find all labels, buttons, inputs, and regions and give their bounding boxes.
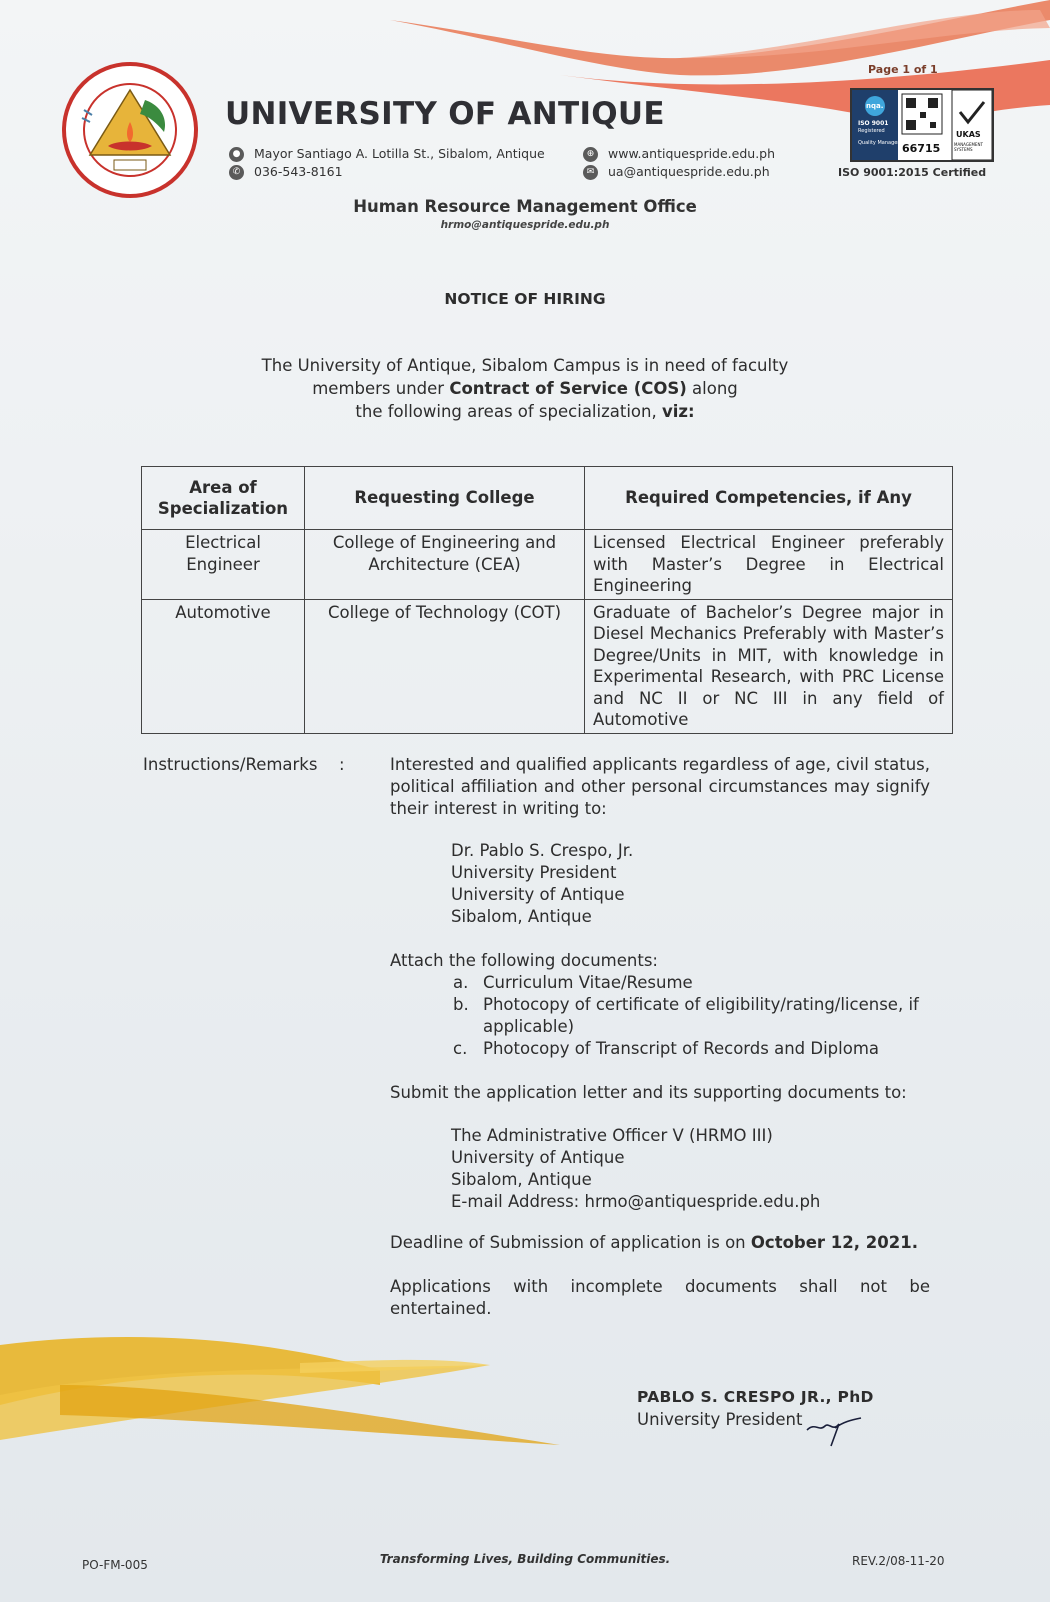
instructions-colon: : xyxy=(339,755,345,774)
cell-area: Electrical Engineer xyxy=(142,530,305,600)
addressee-line: Dr. Pablo S. Crespo, Jr. xyxy=(451,841,634,860)
submit-to-line: Sibalom, Antique xyxy=(451,1170,592,1189)
cell-college: College of Engineering and Architecture (CEA) xyxy=(305,530,585,600)
signatory-name: PABLO S. CRESPO JR., PhD xyxy=(637,1388,874,1406)
addressee-line: Sibalom, Antique xyxy=(451,907,592,926)
phone-icon: ✆ xyxy=(229,165,244,180)
submit-to-block xyxy=(451,1125,820,1213)
attach-heading: Attach the following documents: xyxy=(390,951,658,970)
cell-competencies: Graduate of Bachelor’s Degree major in Diesel Mechanics Preferably with Master’s Degree/Units in MIT, with knowledge in Experimental Research, with PRC License and NC II or NC III in any field of Automotive xyxy=(585,599,953,733)
list-item xyxy=(453,994,943,1038)
list-item-letter: a. xyxy=(453,973,469,992)
list-item-letter: b. xyxy=(453,995,469,1014)
iso-label: ISO 9001 xyxy=(858,120,889,127)
list-item-letter: c. xyxy=(453,1039,468,1058)
submit-line: Submit the application letter and its supporting documents to: xyxy=(390,1083,907,1102)
addressee-line: University of Antique xyxy=(451,885,625,904)
header-area: Area of Specialization xyxy=(142,467,305,530)
table-header-row xyxy=(142,467,953,530)
cert-number: 66715 xyxy=(902,142,941,155)
list-item-text: Curriculum Vitae/Resume xyxy=(483,973,693,992)
intro-line-3-text: the following areas of specialization, xyxy=(355,402,662,421)
address-text: Mayor Santiago A. Lotilla St., Sibalom, Antique xyxy=(254,146,545,161)
iso-certification-badge xyxy=(850,88,994,162)
attachments-list xyxy=(453,972,943,1060)
website-line xyxy=(583,146,775,162)
list-item xyxy=(453,972,943,994)
cell-competencies: Licensed Electrical Engineer preferably with Master’s Degree in Electrical Engineering xyxy=(585,530,953,600)
deadline-line xyxy=(390,1232,918,1254)
ukas-label: UKAS xyxy=(956,130,981,139)
submit-to-line: University of Antique xyxy=(451,1148,625,1167)
intro-line-3 xyxy=(0,400,1050,423)
intro-line-1: The University of Antique, Sibalom Campus is in need of faculty xyxy=(261,356,789,375)
cos-emphasis: Contract of Service (COS) xyxy=(449,379,687,398)
viz-emphasis: viz: xyxy=(661,402,695,421)
addressee-block xyxy=(451,840,633,928)
intro-paragraph xyxy=(0,354,1050,423)
university-name: UNIVERSITY OF ANTIQUE xyxy=(225,96,665,132)
notice-title: NOTICE OF HIRING xyxy=(444,290,606,308)
address-line xyxy=(229,146,545,162)
header-competencies: Required Competencies, if Any xyxy=(585,467,953,530)
ukas-sub-label: MANAGEMENT SYSTEMS xyxy=(954,142,983,152)
list-item xyxy=(453,1038,943,1060)
globe-icon: ⊕ xyxy=(583,147,598,162)
email-line xyxy=(583,164,770,180)
incomplete-warning: Applications with incomplete documents shall not be entertained. xyxy=(390,1277,930,1318)
office-title: Human Resource Management Office xyxy=(353,197,697,216)
instructions-label-text: Instructions/Remarks xyxy=(143,755,318,774)
mail-icon: ✉ xyxy=(583,165,598,180)
page-indicator: Page 1 of 1 xyxy=(868,63,938,76)
registered-label: Registered xyxy=(858,128,885,134)
phone-text: 036-543-8161 xyxy=(254,164,343,179)
intro-line-2-end: along xyxy=(686,379,738,398)
website-text[interactable]: www.antiquespride.edu.ph xyxy=(608,146,776,161)
form-code: PO-FM-005 xyxy=(82,1558,148,1572)
addressee-line: University President xyxy=(451,863,617,882)
iso-certified-text: ISO 9001:2015 Certified xyxy=(838,166,987,179)
deadline-text: Deadline of Submission of application is on xyxy=(390,1233,751,1252)
table-row xyxy=(142,530,953,600)
quality-label: Quality Management xyxy=(858,140,911,146)
revision-code: REV.2/08-11-20 xyxy=(852,1554,945,1568)
cell-area: Automotive xyxy=(142,599,305,733)
instructions-paragraph: Interested and qualified applicants regardless of age, civil status, political affiliation and other personal circumstances may signify their interest in writing to: xyxy=(390,755,930,818)
deadline-date: October 12, 2021. xyxy=(750,1233,918,1252)
intro-line-2 xyxy=(0,377,1050,400)
footer-tagline: Transforming Lives, Building Communities. xyxy=(379,1552,671,1566)
location-pin-icon: ● xyxy=(229,147,244,162)
nqa-label: nqa. xyxy=(866,102,884,110)
instructions-label xyxy=(143,754,345,776)
office-email[interactable]: hrmo@antiquespride.edu.ph xyxy=(440,219,610,231)
phone-line xyxy=(229,164,343,180)
submit-to-line: The Administrative Officer V (HRMO III) xyxy=(451,1126,773,1145)
table-row xyxy=(142,599,953,733)
list-item-text: Photocopy of Transcript of Records and Diploma xyxy=(483,1039,880,1058)
handwritten-signature xyxy=(805,1410,865,1448)
specialization-table xyxy=(141,466,953,734)
signatory-title: University President xyxy=(637,1410,803,1429)
submit-to-line: E-mail Address: hrmo@antiquespride.edu.ph xyxy=(451,1192,821,1211)
list-item-text: Photocopy of certificate of eligibility/rating/license, if applicable) xyxy=(483,995,919,1036)
header-college: Requesting College xyxy=(305,467,585,530)
cell-college: College of Technology (COT) xyxy=(305,599,585,733)
university-seal-logo xyxy=(60,60,200,200)
intro-line-2-text: members under xyxy=(312,379,450,398)
bottom-swoosh-decoration xyxy=(0,1325,600,1455)
email-text[interactable]: ua@antiquespride.edu.ph xyxy=(608,164,770,179)
